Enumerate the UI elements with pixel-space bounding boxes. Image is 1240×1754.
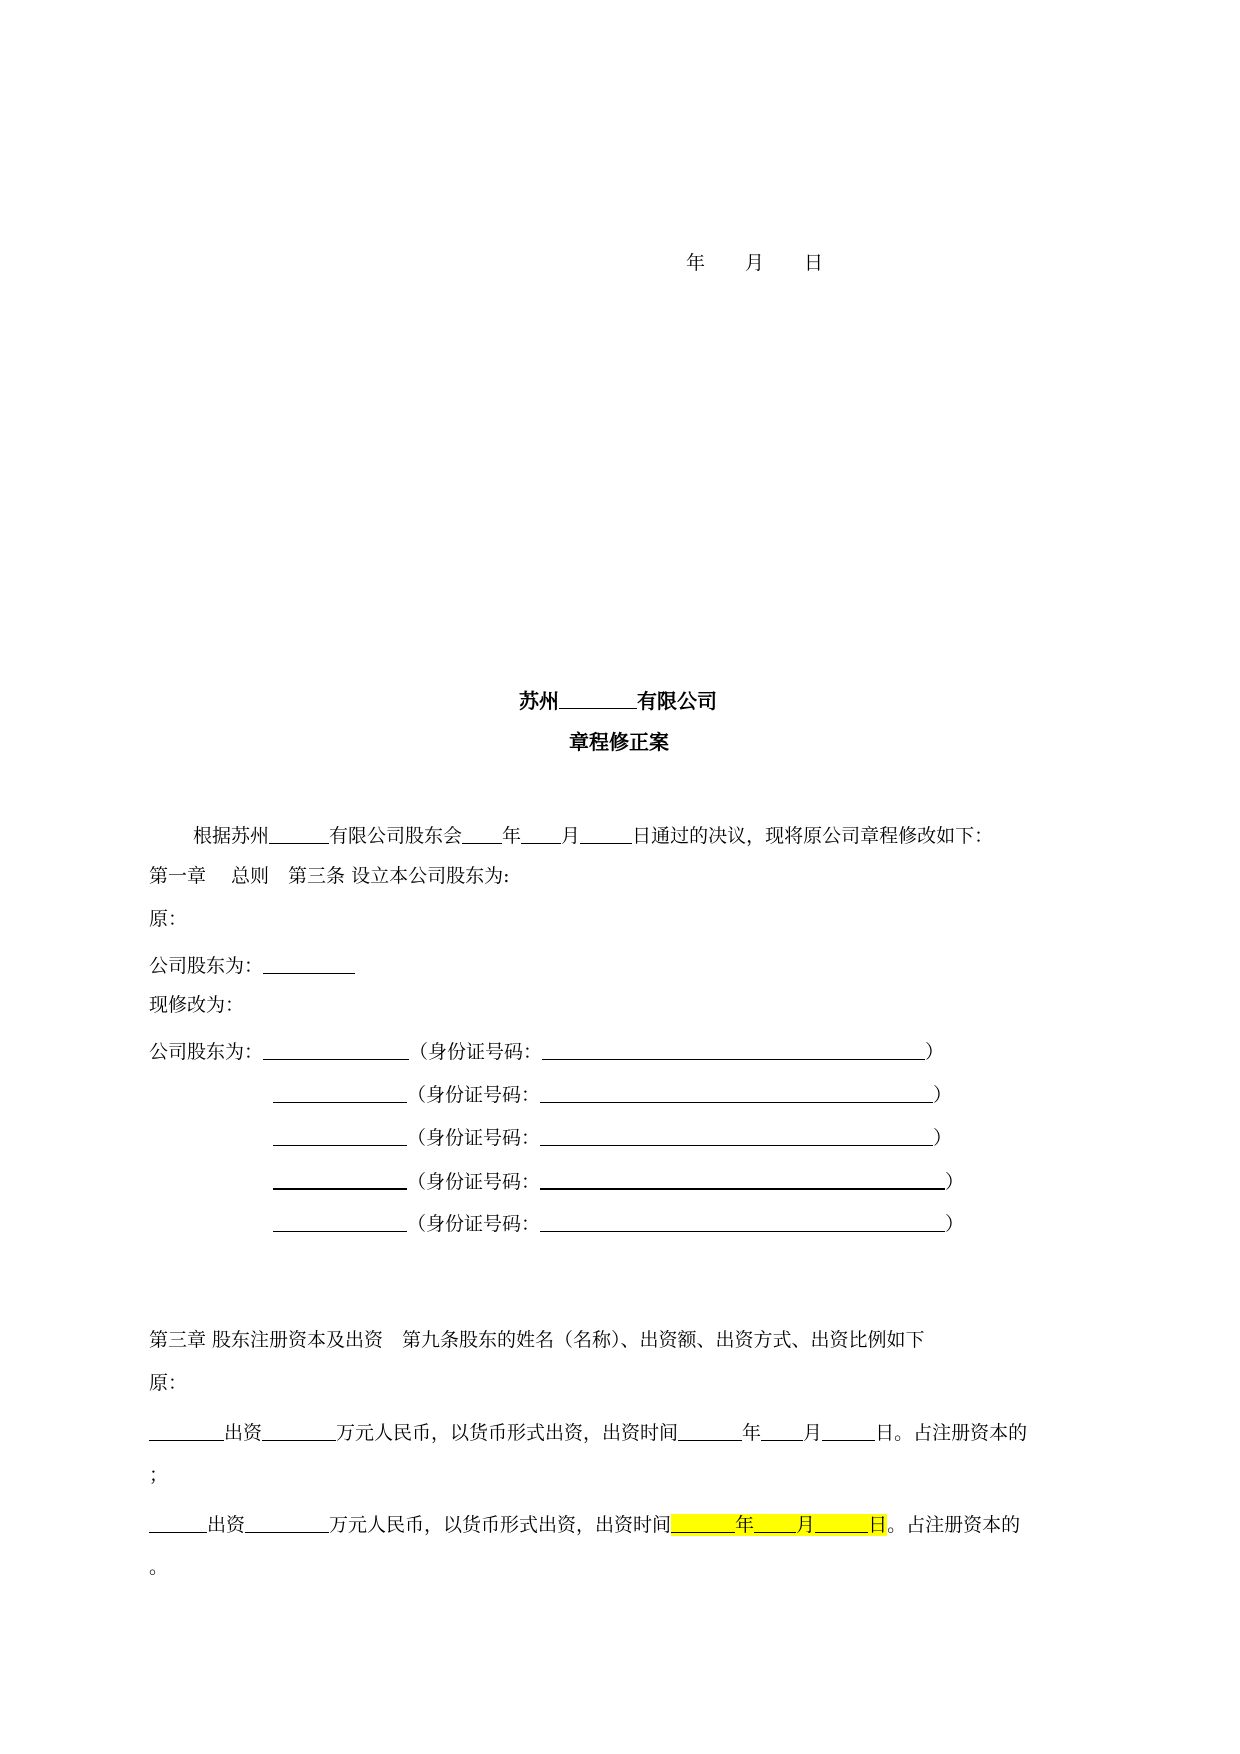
shareholder-id-blank[interactable]: [540, 1084, 933, 1103]
investment-day-blank[interactable]: [815, 1514, 868, 1533]
document-subtitle: 章程修正案: [569, 730, 669, 754]
investment-year-blank[interactable]: [671, 1514, 735, 1533]
original-shareholder-blank[interactable]: [263, 955, 355, 974]
intro-month-blank[interactable]: [521, 825, 561, 844]
intro-day-blank[interactable]: [580, 825, 632, 844]
day-end-rest: 。占注册资本的: [887, 1514, 1021, 1536]
date-year: 年: [686, 252, 706, 274]
investment-semicolon: ；: [149, 1464, 169, 1486]
shareholder-id-blank[interactable]: [540, 1170, 945, 1190]
chapter3-original-label: 原：: [149, 1372, 188, 1394]
investor-name-blank[interactable]: [149, 1514, 207, 1533]
company-name-blank[interactable]: [559, 690, 637, 709]
shareholder-name-blank[interactable]: [273, 1213, 407, 1232]
intro-paragraph: 根据苏州 有限公司股东会 年 月 日通过的决议，现将原公司章程修改如下：: [193, 825, 994, 847]
highlight-day-char: 日: [868, 1514, 888, 1536]
investment-year-blank[interactable]: [678, 1422, 742, 1441]
investment-line: 出资 万元人民币，以货币形式出资，出资时间 年 月 日。占注册资本的: [149, 1512, 1020, 1535]
investment-line: 出资 万元人民币，以货币形式出资，出资时间 年 月 日。占注册资本的: [149, 1420, 1027, 1443]
highlighted-date: 年 月 日。占注册资本的: [671, 1514, 1020, 1536]
investment-amount-blank[interactable]: [262, 1422, 336, 1441]
shareholder-name-blank[interactable]: [273, 1170, 407, 1190]
shareholder-id-blank[interactable]: [542, 1041, 925, 1060]
investment-month-blank[interactable]: [761, 1422, 803, 1441]
investor-name-blank[interactable]: [149, 1422, 224, 1441]
intro-year-blank[interactable]: [462, 825, 502, 844]
shareholder-name-blank[interactable]: [263, 1041, 409, 1060]
investment-period: 。: [149, 1556, 169, 1578]
shareholder-name-blank[interactable]: [273, 1084, 407, 1103]
document-title: 苏州 有限公司: [519, 689, 717, 713]
shareholder-row: （身份证号码： ）: [273, 1211, 964, 1234]
chapter1-original-label: 原：: [149, 908, 188, 930]
original-shareholder-line: 公司股东为：: [149, 953, 355, 976]
signature-date: [686, 254, 823, 273]
intro-company-blank[interactable]: [269, 825, 329, 844]
date-day: 日: [804, 252, 824, 274]
chapter1-modified-label: 现修改为：: [149, 994, 245, 1016]
shareholder-name-blank[interactable]: [273, 1127, 407, 1146]
chapter3-heading: 第三章 股东注册资本及出资 第九条股东的姓名（名称）、出资额、出资方式、出资比例如下: [149, 1329, 925, 1351]
investment-day-blank[interactable]: [822, 1422, 875, 1441]
investment-month-blank[interactable]: [754, 1514, 796, 1533]
shareholder-row: 公司股东为： （身份证号码： ）: [149, 1041, 945, 1063]
shareholder-id-blank[interactable]: [540, 1127, 933, 1146]
date-month: 月: [745, 252, 765, 274]
shareholder-id-blank[interactable]: [540, 1213, 945, 1232]
chapter1-heading: 第一章 总则 第三条 设立本公司股东为:: [149, 865, 510, 887]
shareholder-row: （身份证号码： ）: [273, 1125, 952, 1148]
shareholder-row: （身份证号码： ）: [273, 1168, 964, 1192]
investment-amount-blank[interactable]: [245, 1514, 329, 1533]
shareholder-row: （身份证号码： ）: [273, 1082, 952, 1105]
